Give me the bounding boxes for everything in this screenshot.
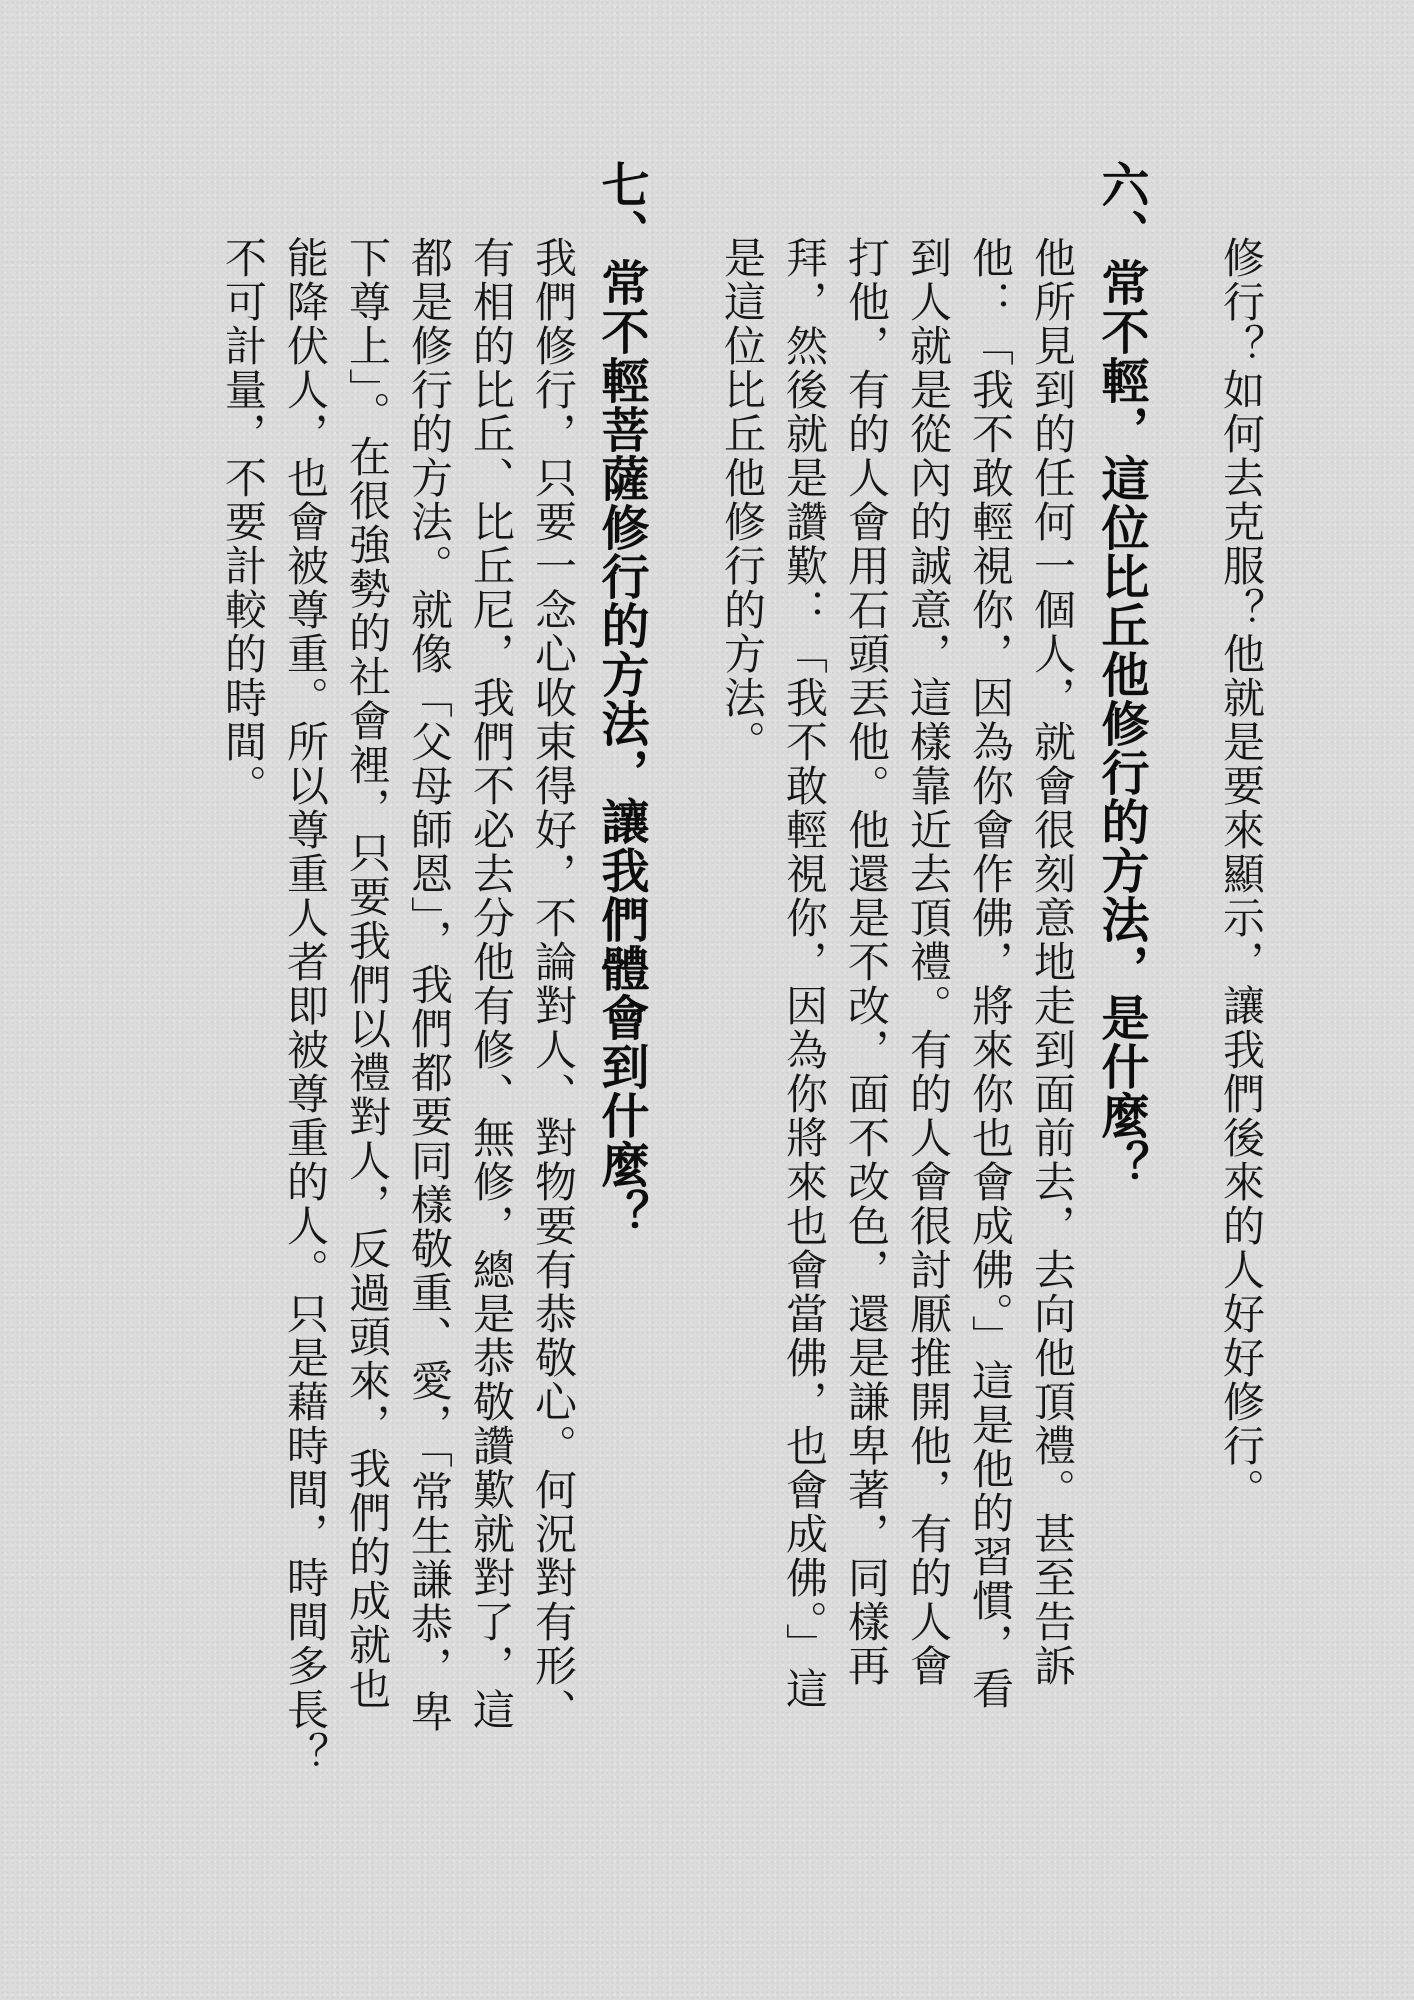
text-line-5: 打他，有的人會用石頭丟他。他還是不改，面不改色，還是謙卑著，同樣再 <box>842 236 891 1688</box>
section-heading-6: 六、常不輕，這位比丘他修行的方法，是什麼？ <box>1093 160 1149 1189</box>
text-line-10: 都是修行的方法。就像「父母師恩」，我們都要同樣敬重、愛，「常生謙恭，卑 <box>405 236 454 1734</box>
text-line-12: 能降伏人，也會被尊重。所以尊重人者即被尊重的人。只是藉時間，時間多長？ <box>281 236 330 1776</box>
section-heading-7: 七、常不輕菩薩修行的方法，讓我們體會到什麼？ <box>593 160 649 1238</box>
text-line-13: 不可計量，不要計較的時間。 <box>219 236 268 808</box>
text-line-4: 到人就是從內的誠意，這樣靠近去頂禮。有的人會很討厭推開他，有的人會 <box>904 236 953 1688</box>
text-line-6: 拜，然後就是讚歎：「我不敢輕視你，因為你將來也會當佛，也會成佛。」這 <box>780 236 829 1711</box>
text-line-8: 我們修行，只要一念心收束得好，不論對人、對物要有恭敬心。何況對有形、 <box>529 236 578 1732</box>
text-line-2: 他所見到的任何一個人，就會很刻意地走到面前去，去向他頂禮。甚至告訴 <box>1028 236 1077 1688</box>
text-line-7: 是這位比丘他修行的方法。 <box>718 236 767 764</box>
text-line-9: 有相的比丘、比丘尼，我們不必去分他有修、無修，總是恭敬讚歎就對了，這 <box>467 236 516 1732</box>
text-line-3: 他：「我不敢輕視你，因為你會作佛，將來你也會成佛。」這是他的習慣，看 <box>966 236 1015 1711</box>
text-line-11: 下尊上」。在很強勢的社會裡，只要我們以禮對人，反過頭來，我們的成就也 <box>343 236 392 1711</box>
text-line-1: 修行？如何去克服？他就是要來顯示，讓我們後來的人好好修行。 <box>1217 236 1266 1512</box>
